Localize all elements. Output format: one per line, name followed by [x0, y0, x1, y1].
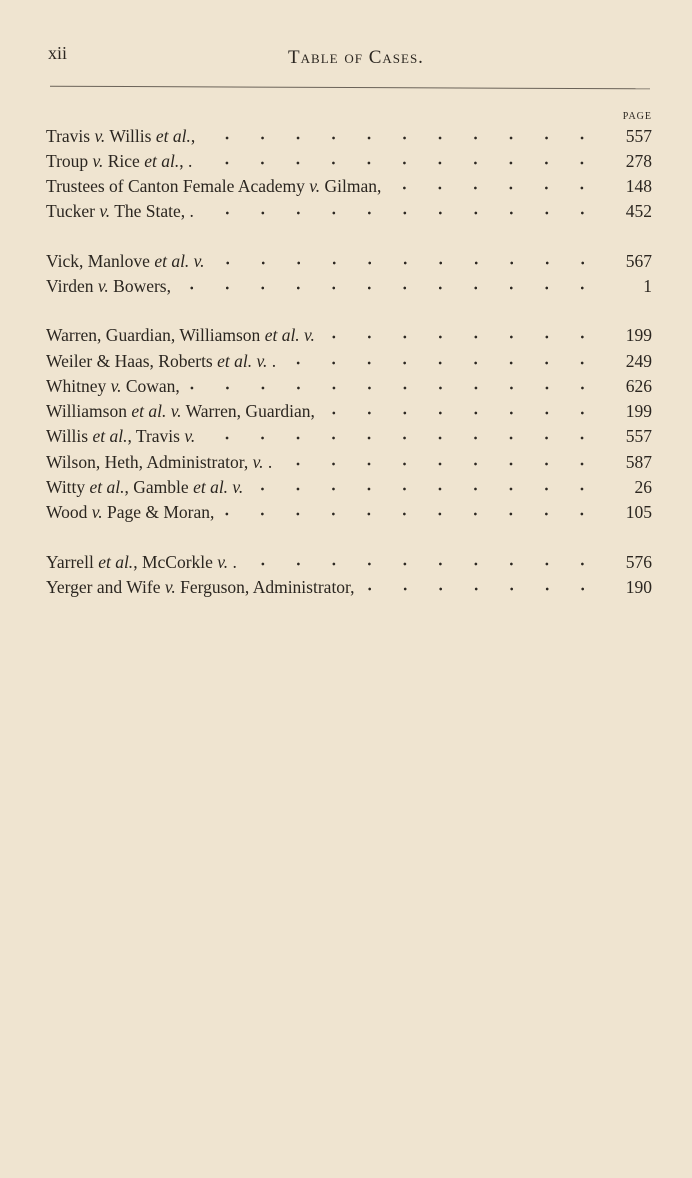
case-entry — [46, 124, 652, 149]
case-name — [46, 351, 276, 372]
header-rule — [50, 86, 650, 90]
case-entry — [46, 274, 652, 299]
case-name-text: Ferguson, Administrator, — [175, 576, 355, 597]
dot-leader — [188, 374, 600, 392]
dot-leader — [323, 324, 600, 342]
case-entry — [46, 200, 652, 225]
page-number: 26 — [634, 477, 652, 498]
case-entry — [46, 476, 652, 501]
dot-leader — [251, 476, 600, 494]
case-name — [46, 452, 272, 473]
case-name-italic: et al. v. — [131, 401, 182, 422]
case-entry — [46, 249, 652, 274]
case-name-italic: et al. v. — [193, 477, 244, 498]
case-name-italic: v. — [309, 176, 321, 197]
dot-leader — [363, 575, 600, 593]
page-number: 278 — [625, 150, 652, 171]
case-name-italic: v. — [184, 426, 196, 447]
case-name-italic: et al. v. — [154, 250, 205, 271]
case-name-text: Warren, Guardian, — [181, 401, 315, 422]
case-name-italic: et al. v. — [264, 325, 315, 346]
page-folio: xii — [48, 43, 68, 63]
case-name-text: Tucker — [46, 201, 100, 222]
case-entry — [46, 425, 652, 450]
page-number: 148 — [625, 176, 652, 197]
case-entry — [46, 501, 652, 526]
case-name — [46, 201, 194, 222]
case-name-text: Witty — [46, 477, 90, 498]
page-number: 249 — [625, 350, 652, 371]
case-name-text: Bowers, — [108, 275, 171, 296]
page-number: 1 — [643, 275, 652, 296]
case-name-italic: v. — [97, 275, 109, 296]
case-name-italic: v. — [91, 502, 103, 523]
case-name — [46, 426, 195, 447]
case-entry — [46, 575, 652, 600]
case-name-text: , Gamble — [124, 477, 194, 498]
case-entry — [46, 400, 652, 425]
dot-leader — [203, 425, 600, 443]
group-spacer — [46, 300, 652, 324]
case-name-text: Wood — [46, 502, 92, 523]
case-name-text: The State, . — [110, 201, 194, 222]
dot-leader — [213, 249, 600, 267]
case-name-italic: et al. — [155, 125, 191, 146]
page-number: 452 — [625, 201, 652, 222]
case-name-italic: v. — [164, 576, 176, 597]
case-name-text: Trustees of Canton Female Academy — [46, 176, 310, 197]
dot-leader — [202, 200, 600, 218]
page-number: 626 — [625, 375, 652, 396]
case-name-italic: et al. — [92, 426, 128, 447]
case-name-text: Wilson, Heth, Administrator, — [46, 451, 253, 472]
case-name — [46, 176, 381, 197]
page-number: 557 — [625, 125, 652, 146]
page-title: Table of Cases. — [288, 47, 424, 68]
case-name-italic: v. — [110, 375, 122, 396]
case-name — [46, 376, 180, 397]
case-name-italic: et al. — [89, 477, 125, 498]
case-name-italic: v. — [252, 451, 264, 472]
page-column-label: PAGE — [622, 111, 652, 122]
dot-leader — [203, 124, 600, 142]
case-name-italic: et al. — [98, 551, 134, 572]
case-name-text: Yerger and Wife — [46, 576, 165, 597]
case-name-text: Yarrell — [46, 551, 99, 572]
case-name-text: Cowan, — [121, 375, 180, 396]
page-number: 557 — [625, 426, 652, 447]
case-entry — [46, 374, 652, 399]
case-name-text: Vick, Manlove — [46, 250, 155, 271]
page-number: 105 — [625, 502, 652, 523]
case-name-text: Page & Moran, — [102, 502, 215, 523]
page-number: 190 — [625, 576, 652, 597]
dot-leader — [323, 400, 600, 418]
case-name-italic: v. — [92, 150, 104, 171]
group-spacer — [46, 225, 652, 249]
dot-leader — [280, 450, 600, 468]
case-name-text: . — [263, 451, 273, 472]
case-name-text: Travis — [46, 125, 95, 146]
case-name-text: . — [267, 350, 277, 371]
case-name-italic: v. — [94, 125, 106, 146]
page-number: 199 — [625, 401, 652, 422]
case-name-text: Virden — [46, 275, 98, 296]
case-name-text: , . — [179, 150, 193, 171]
dot-leader — [200, 149, 600, 167]
case-name-text: Rice — [103, 150, 145, 171]
group-spacer — [46, 526, 652, 550]
dot-leader — [179, 274, 600, 292]
page-number: 199 — [625, 325, 652, 346]
case-name — [46, 276, 171, 297]
case-name-italic: v. — [99, 201, 111, 222]
case-name — [46, 502, 214, 523]
case-name-text: Weiler & Haas, Roberts — [46, 350, 218, 371]
case-name-text: . — [228, 551, 237, 572]
case-name-italic: et al. — [144, 150, 180, 171]
case-name-text: , — [190, 125, 196, 146]
dot-leader — [389, 175, 600, 193]
page-number: 576 — [625, 551, 652, 572]
case-name-text: Willis — [105, 125, 156, 146]
case-name-text: , McCorkle — [133, 551, 218, 572]
case-name-text: Whitney — [46, 375, 111, 396]
case-entry — [46, 450, 652, 475]
case-name — [46, 552, 237, 573]
dot-leader — [284, 349, 600, 367]
case-name-text: Troup — [46, 150, 93, 171]
case-name-text: Gilman, — [320, 176, 382, 197]
dot-leader — [222, 501, 600, 519]
case-list — [46, 124, 652, 601]
case-name — [46, 325, 315, 346]
case-name-text: Williamson — [46, 401, 132, 422]
case-name — [46, 151, 192, 172]
dot-leader — [245, 550, 600, 568]
page-number: 587 — [625, 451, 652, 472]
page-number: 567 — [625, 250, 652, 271]
case-entry — [46, 550, 652, 575]
case-entry — [46, 324, 652, 349]
case-entry — [46, 149, 652, 174]
case-name-text: Willis — [46, 426, 93, 447]
case-name — [46, 251, 205, 272]
case-name — [46, 477, 243, 498]
case-name-text: Warren, Guardian, Williamson — [46, 325, 265, 346]
case-name — [46, 577, 355, 598]
case-entry — [46, 175, 652, 200]
case-name-italic: et al. v. — [217, 350, 268, 371]
case-name-italic: v. — [217, 551, 229, 572]
case-name — [46, 401, 315, 422]
case-entry — [46, 349, 652, 374]
case-name — [46, 126, 195, 147]
case-name-text: , Travis — [127, 426, 185, 447]
